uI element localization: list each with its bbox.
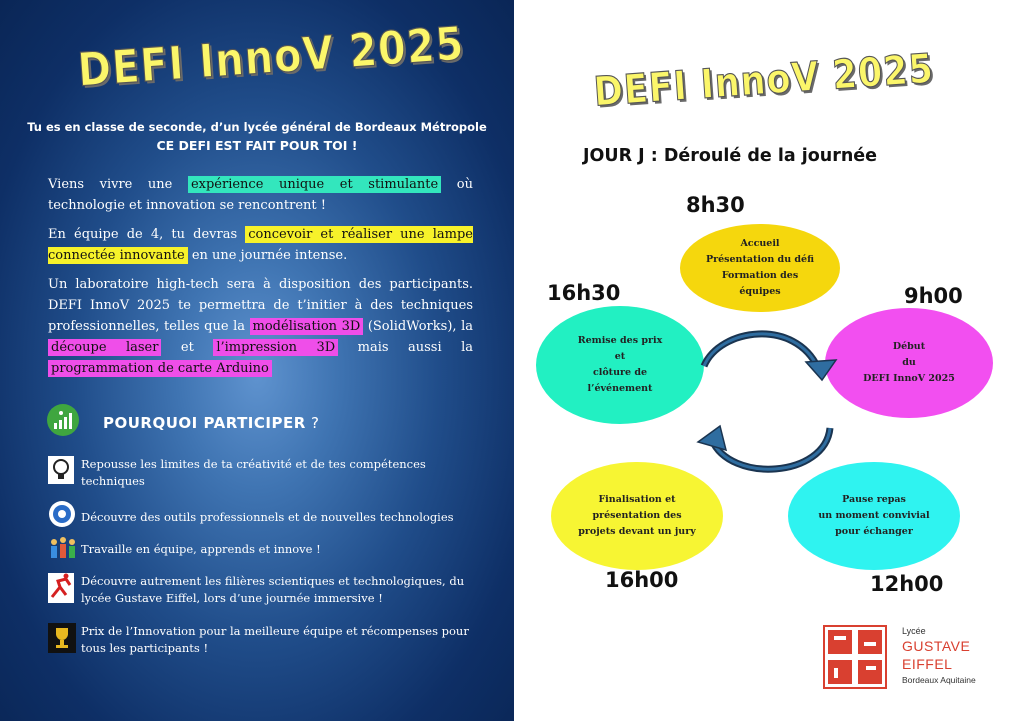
- c830-l1: Accueil: [740, 238, 780, 249]
- why-title: POURQUOI PARTICIPER: [103, 414, 306, 432]
- bullet-1: [48, 456, 478, 492]
- c1600-l2: présentation des: [592, 510, 682, 521]
- top-arrow: [704, 334, 836, 380]
- bottom-arrow: [698, 426, 830, 469]
- c1630-l3: clôture de: [592, 367, 648, 378]
- p3-highlight-modelisation: modélisation 3D: [250, 318, 364, 335]
- p3-text-d: mais aussi la: [338, 340, 473, 355]
- bullet-3: [48, 534, 478, 564]
- team-icon: [48, 534, 76, 562]
- trophy-icon: [48, 623, 76, 651]
- p2-highlight: concevoir et réaliser une lampe connectée innovante: [48, 227, 473, 263]
- circle-debut: [825, 308, 993, 418]
- bullet-1-text: Repousse les limites de ta créativité et de tes compétences techniques: [81, 457, 426, 488]
- p2-text-a: En équipe de 4, tu devras: [48, 227, 246, 242]
- p3-text-a: Un laboratoire high-tech sera à disposition des participants. DEFI InnoV 2025 te permettra de t’initier à des techniques professionnelles, telles que la: [48, 277, 473, 334]
- intro-line-1: Tu es en classe de seconde, d’un lycée général de Bordeaux Métropole: [27, 120, 487, 134]
- p2-text-b: en une journée intense.: [187, 248, 348, 263]
- logo-eiffel: EIFFEL: [902, 656, 953, 672]
- p3-text-c: et: [161, 340, 214, 355]
- c900-l3: DEFI InnoV 2025: [863, 373, 955, 384]
- logo-gustave: GUSTAVE: [902, 638, 971, 654]
- c1600-l3: projets devant un jury: [578, 526, 696, 537]
- c830-l4: équipes: [739, 286, 781, 297]
- left-title: DEFI InnoV 2025: [76, 17, 467, 98]
- logo-bordeaux: Bordeaux Aquitaine: [902, 675, 976, 685]
- c900-l1: Début: [892, 341, 926, 352]
- right-title: DEFI InnoV 2025: [592, 46, 936, 116]
- paragraph-3: [48, 274, 473, 379]
- p3-highlight-impression: l’impression 3D: [213, 339, 338, 356]
- cycle-arrows: [690, 318, 840, 483]
- circle-remise-prix: [536, 306, 704, 424]
- bullet-2: [48, 500, 478, 530]
- eiffel-logo-mark: [822, 624, 888, 690]
- c900-l2: du: [902, 357, 916, 368]
- c1200-l2: un moment convivial: [818, 510, 930, 521]
- p3-highlight-arduino: programmation de carte Arduino: [48, 360, 272, 377]
- c1200-l3: pour échanger: [835, 526, 913, 537]
- paragraph-2: [48, 224, 473, 266]
- why-question-mark: ?: [305, 414, 320, 432]
- c1200-l1: Pause repas: [842, 494, 906, 505]
- c1630-l2: et: [614, 351, 626, 362]
- bullet-4: [48, 573, 478, 609]
- logo-lycee: Lycée: [902, 626, 926, 636]
- why-participate-heading: [103, 414, 320, 432]
- p3-highlight-decoupe: découpe laser: [48, 339, 161, 356]
- p1-highlight: expérience unique et stimulante: [188, 176, 441, 193]
- p1-text-b: où technologie et innovation se rencontrent !: [48, 177, 473, 213]
- paragraph-1: [48, 174, 473, 216]
- c1630-l4: l’événement: [587, 383, 653, 394]
- tools-gear-icon: [48, 500, 76, 528]
- lightbulb-head-icon: [48, 456, 76, 484]
- time-9h00: 9h00: [904, 284, 963, 308]
- time-16h00: 16h00: [605, 568, 679, 592]
- time-8h30: 8h30: [686, 193, 745, 217]
- c830-l2: Présentation du défi: [705, 254, 815, 265]
- circle-accueil: [680, 224, 840, 312]
- school-logo: [822, 624, 992, 694]
- bullet-3-text: Travaille en équipe, apprends et innove !: [81, 542, 321, 556]
- runner-icon: [48, 573, 76, 601]
- c830-l3: Formation des: [721, 270, 799, 281]
- time-12h00: 12h00: [870, 572, 944, 596]
- growth-chart-icon: [47, 404, 79, 436]
- bullet-5: [48, 623, 478, 659]
- bullet-5-text: Prix de l’Innovation pour la meilleure équipe et récompenses pour tous les participants !: [81, 624, 469, 655]
- bullet-2-text: Découvre des outils professionnels et de nouvelles technologies: [81, 510, 454, 524]
- intro-line-2: CE DEFI EST FAIT POUR TOI !: [156, 138, 358, 153]
- time-16h30: 16h30: [547, 281, 621, 305]
- p1-text-a: Viens vivre une: [48, 177, 188, 192]
- c1630-l1: Remise des prix: [577, 335, 663, 346]
- p3-text-b: (SolidWorks), la: [363, 319, 473, 334]
- schedule-subtitle: JOUR J : Déroulé de la journée: [583, 146, 878, 166]
- bullet-4-text: Découvre autrement les filières scientiques et technologiques, du lycée Gustave Eiffel, lors d’une journée immersive !: [81, 574, 465, 605]
- c1600-l1: Finalisation et: [598, 494, 676, 505]
